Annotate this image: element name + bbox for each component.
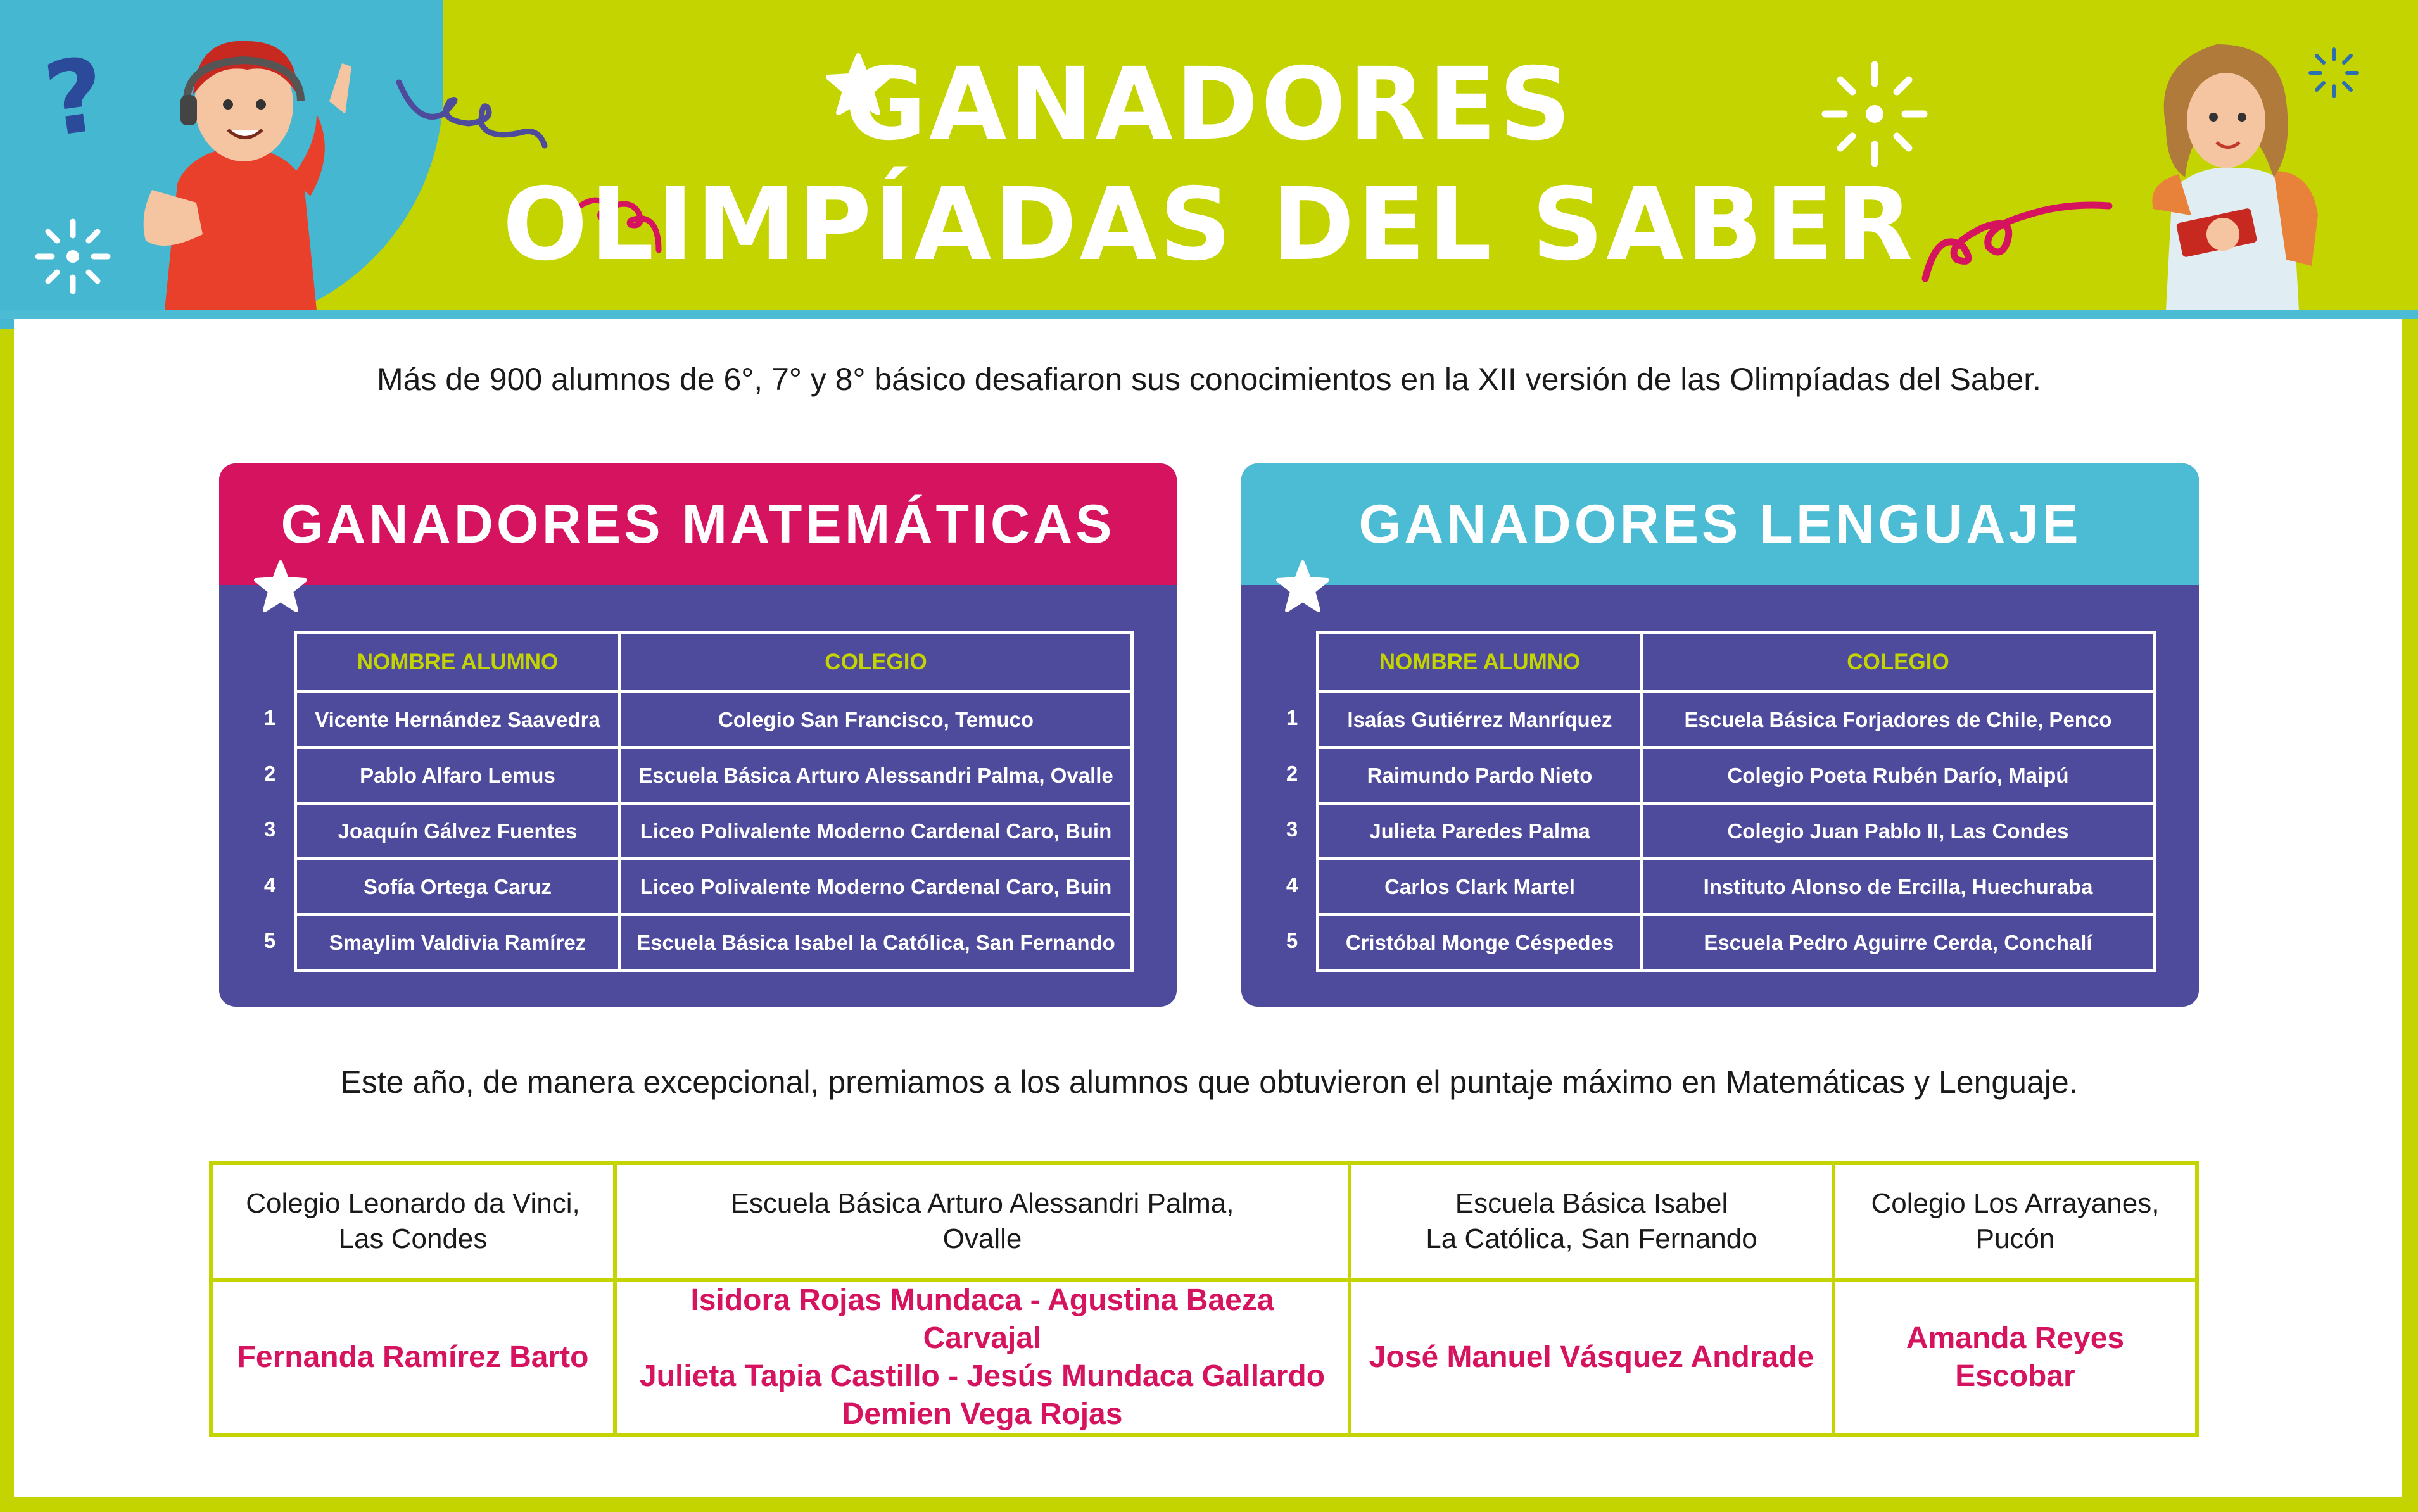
school-line: Escuela Básica Arturo Alessandri Palma, — [730, 1188, 1234, 1219]
student-name: Julieta Paredes Palma — [1318, 803, 1642, 859]
sparkle-icon — [1818, 57, 1932, 171]
column-header-school: COLEGIO — [620, 633, 1132, 692]
school-name: Escuela Básica Forjadores de Chile, Penco — [1642, 692, 2155, 748]
school-name: Escuela Básica Isabel la Católica, San Fernando — [620, 915, 1132, 971]
column-header-name: NOMBRE ALUMNO — [1318, 633, 1642, 692]
student-names-cell — [1350, 1280, 1833, 1435]
header-banner — [0, 0, 2418, 310]
names-row — [211, 1280, 2197, 1435]
school-line: La Católica, San Fernando — [1426, 1223, 1757, 1254]
table-row — [1318, 915, 2155, 971]
student-name: Raimundo Pardo Nieto — [1318, 748, 1642, 803]
school-line: Escuela Básica Isabel — [1455, 1188, 1728, 1219]
language-winners-card — [1241, 463, 2199, 1007]
table-row — [296, 803, 1132, 859]
table-row — [296, 915, 1132, 971]
math-winners-card — [219, 463, 1177, 1007]
table-row — [296, 748, 1132, 803]
student-names-cell — [1833, 1280, 2197, 1435]
table-row — [296, 692, 1132, 748]
intro-text: Más de 900 alumnos de 6°, 7° y 8° básico desafiaron sus conocimientos en la XII versión de las Olimpíadas del Saber. — [376, 362, 2042, 397]
top-score-table — [209, 1161, 2199, 1437]
school-line: Colegio Los Arrayanes, — [1871, 1188, 2160, 1219]
school-name: Instituto Alonso de Ercilla, Huechuraba — [1642, 859, 2155, 915]
math-winners-table — [294, 631, 1134, 972]
top-score-intro: Este año, de manera excepcional, premiamos a los alumnos que obtuvieron el puntaje máximo en Matemáticas y Lenguaje. — [340, 1064, 2078, 1100]
school-name: Colegio San Francisco, Temuco — [620, 692, 1132, 748]
school-name: Escuela Pedro Aguirre Cerda, Conchalí — [1642, 915, 2155, 971]
rank-column — [251, 631, 289, 969]
table-row — [1318, 859, 2155, 915]
table-row — [296, 859, 1132, 915]
school-name: Liceo Polivalente Moderno Cardenal Caro, Buin — [620, 803, 1132, 859]
rank-number: 3 — [1286, 817, 1298, 841]
student-name: Smaylim Valdivia Ramírez — [296, 915, 620, 971]
table-row — [1318, 748, 2155, 803]
column-header-name: NOMBRE ALUMNO — [296, 633, 620, 692]
student-name: Carlos Clark Martel — [1318, 859, 1642, 915]
student-name: Sofía Ortega Caruz — [296, 859, 620, 915]
table-header-row — [296, 633, 1132, 692]
school-name: Liceo Polivalente Moderno Cardenal Caro, Buin — [620, 859, 1132, 915]
school-cell — [1350, 1163, 1833, 1280]
school-line: Pucón — [1975, 1223, 2055, 1254]
school-line: Las Condes — [338, 1223, 488, 1254]
rank-column — [1273, 631, 1311, 969]
rank-number: 1 — [1286, 706, 1298, 729]
table-header-row — [1318, 633, 2155, 692]
student-name: Pablo Alfaro Lemus — [296, 748, 620, 803]
column-header-school: COLEGIO — [1642, 633, 2155, 692]
language-winners-table — [1316, 631, 2156, 972]
school-cell — [615, 1163, 1350, 1280]
student-name: Isidora Rojas Mundaca - Agustina Baeza Carvajal — [690, 1283, 1274, 1355]
school-cell — [211, 1163, 615, 1280]
rank-number: 2 — [263, 762, 276, 785]
table-row — [1318, 803, 2155, 859]
student-name: Fernanda Ramírez Barto — [237, 1340, 589, 1374]
school-name: Colegio Poeta Rubén Darío, Maipú — [1642, 748, 2155, 803]
rank-number: 3 — [263, 817, 276, 841]
student-name: Demien Vega Rojas — [842, 1397, 1123, 1431]
math-card-title: GANADORES MATEMÁTICAS — [219, 463, 1177, 585]
student-name: Cristóbal Monge Céspedes — [1318, 915, 1642, 971]
table-row — [1318, 692, 2155, 748]
rank-number: 4 — [1286, 873, 1298, 897]
student-name: Vicente Hernández Saavedra — [296, 692, 620, 748]
student-name: Joaquín Gálvez Fuentes — [296, 803, 620, 859]
school-row — [211, 1163, 2197, 1280]
squiggle-icon — [1919, 190, 2115, 285]
header-divider — [0, 310, 2418, 319]
school-cell — [1833, 1163, 2197, 1280]
rank-number: 5 — [263, 929, 276, 952]
language-card-title: GANADORES LENGUAJE — [1241, 463, 2199, 585]
student-name: Amanda Reyes Escobar — [1906, 1321, 2125, 1393]
student-name: Isaías Gutiérrez Manríquez — [1318, 692, 1642, 748]
school-line: Ovalle — [942, 1223, 1022, 1254]
student-name: José Manuel Vásquez Andrade — [1369, 1340, 1814, 1374]
sparkle-icon — [2305, 44, 2362, 101]
title-line-2: OLIMPÍADAS DEL SABER — [502, 167, 1916, 283]
school-name: Colegio Juan Pablo II, Las Condes — [1642, 803, 2155, 859]
rank-number: 4 — [263, 873, 276, 897]
student-names-cell — [615, 1280, 1350, 1435]
title-line-1: GANADORES — [844, 46, 1574, 163]
student-name: Julieta Tapia Castillo - Jesús Mundaca Gallardo — [639, 1359, 1326, 1393]
star-icon — [252, 558, 309, 615]
question-mark-icon: ? — [37, 34, 113, 160]
student-names-cell — [211, 1280, 615, 1435]
school-name: Escuela Básica Arturo Alessandri Palma, Ovalle — [620, 748, 1132, 803]
school-line: Colegio Leonardo da Vinci, — [246, 1188, 580, 1219]
rank-number: 2 — [1286, 762, 1298, 785]
star-icon — [1274, 558, 1331, 615]
rank-number: 1 — [263, 706, 276, 729]
rank-number: 5 — [1286, 929, 1298, 952]
